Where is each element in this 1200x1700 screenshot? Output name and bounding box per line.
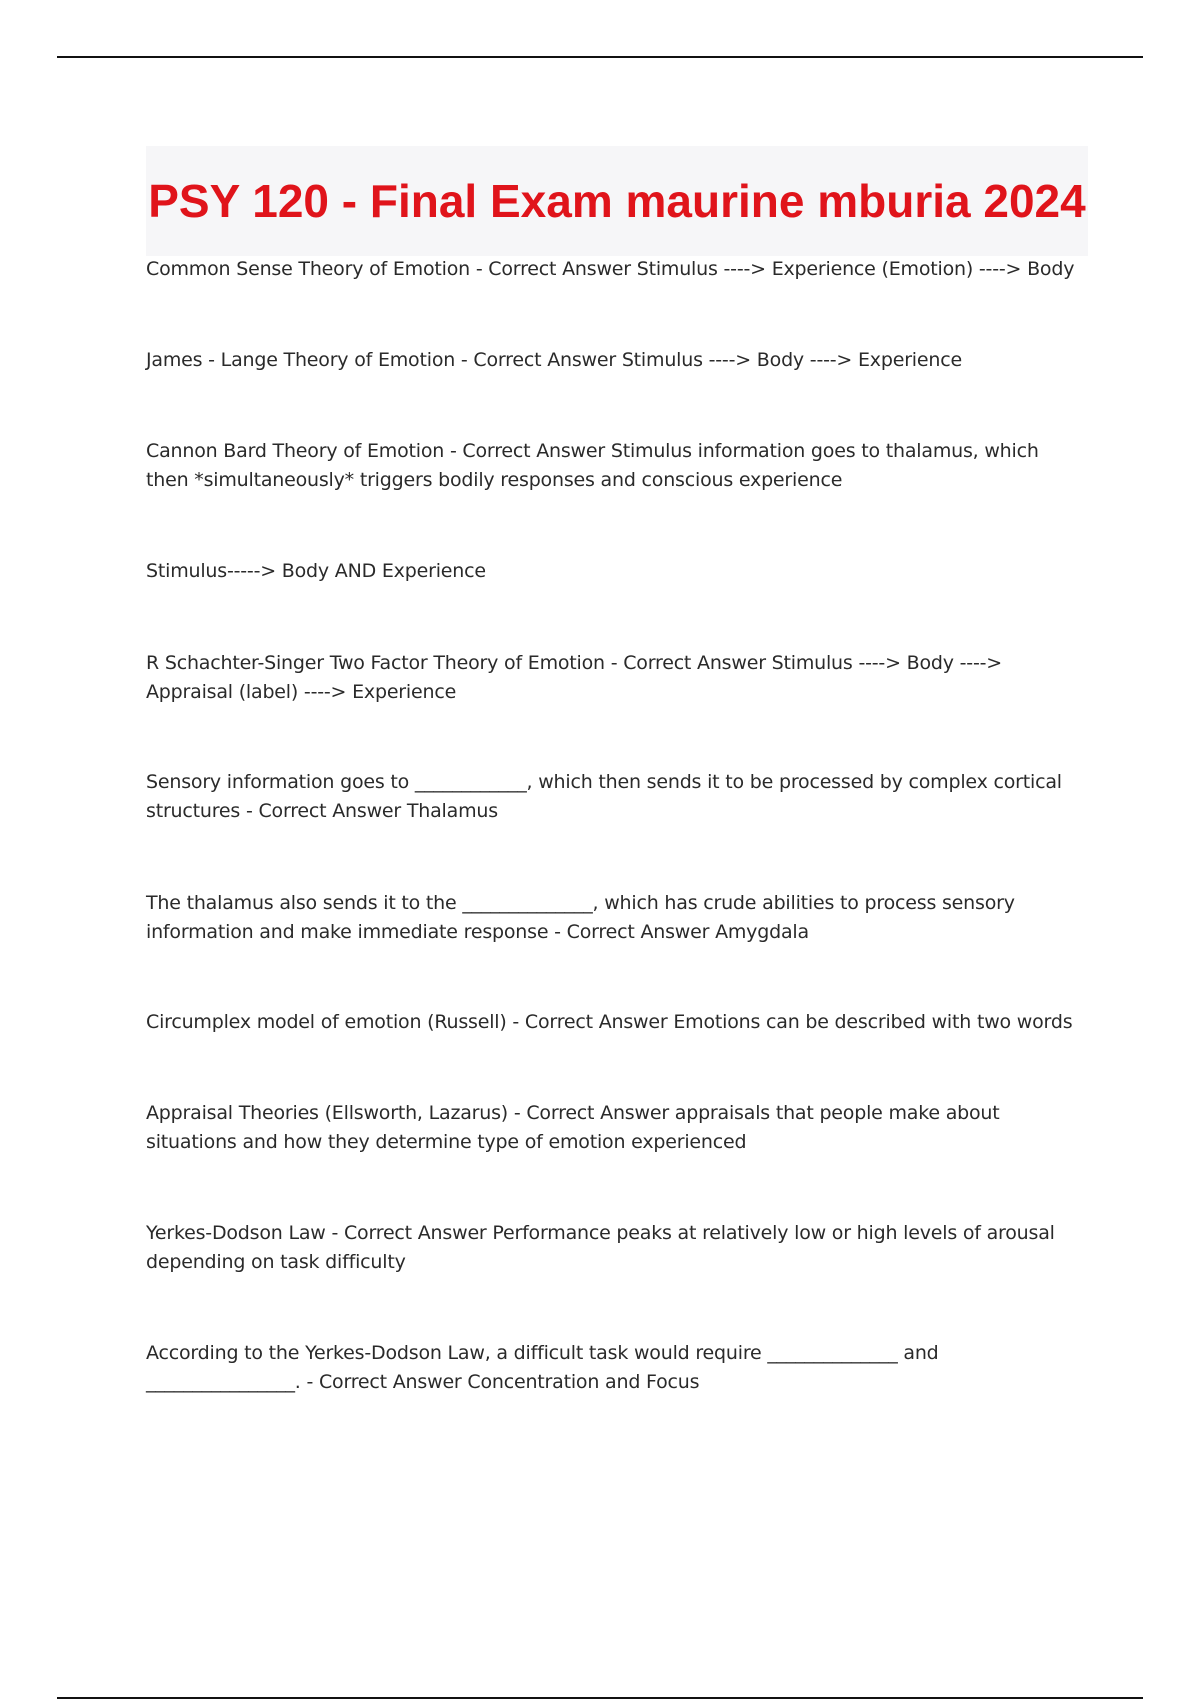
- qa-entry-10: Yerkes-Dodson Law - Correct Answer Performance peaks at relatively low or high levels of arousal depending on task difficulty: [146, 1222, 1055, 1273]
- qa-entry-7: The thalamus also sends it to the ______________, which has crude abilities to process sensory information and make immediate response - Correct Answer Amygdala: [146, 892, 1015, 943]
- qa-entry-2: James - Lange Theory of Emotion - Correct Answer Stimulus ----> Body ----> Experience: [146, 349, 962, 371]
- qa-entry-5: R Schachter-Singer Two Factor Theory of Emotion - Correct Answer Stimulus ----> Body ----> Appraisal (label) ----> Experience: [146, 652, 1002, 703]
- bottom-divider: [57, 1697, 1143, 1699]
- qa-entry-11: According to the Yerkes-Dodson Law, a difficult task would require ______________ and ________________. - Correct Answer Concentration and Focus: [146, 1342, 939, 1393]
- top-divider: [57, 56, 1143, 58]
- qa-entry-8: Circumplex model of emotion (Russell) - Correct Answer Emotions can be described with two words: [146, 1011, 1073, 1033]
- qa-entry-4: Stimulus-----> Body AND Experience: [146, 560, 486, 582]
- title-banner: [146, 146, 1088, 256]
- document-title: PSY 120 - Final Exam maurine mburia 2024: [148, 174, 1086, 227]
- qa-entry-3: Cannon Bard Theory of Emotion - Correct Answer Stimulus information goes to thalamus, which then *simultaneously* triggers bodily responses and conscious experience: [146, 440, 1039, 491]
- qa-entry-9: Appraisal Theories (Ellsworth, Lazarus) - Correct Answer appraisals that people make about situations and how they determine type of emotion experienced: [146, 1102, 1000, 1153]
- qa-entry-1: Common Sense Theory of Emotion - Correct Answer Stimulus ----> Experience (Emotion) ----> Body: [146, 258, 1075, 280]
- qa-entry-6: Sensory information goes to ____________, which then sends it to be processed by complex cortical structures - Correct Answer Thalamus: [146, 771, 1062, 822]
